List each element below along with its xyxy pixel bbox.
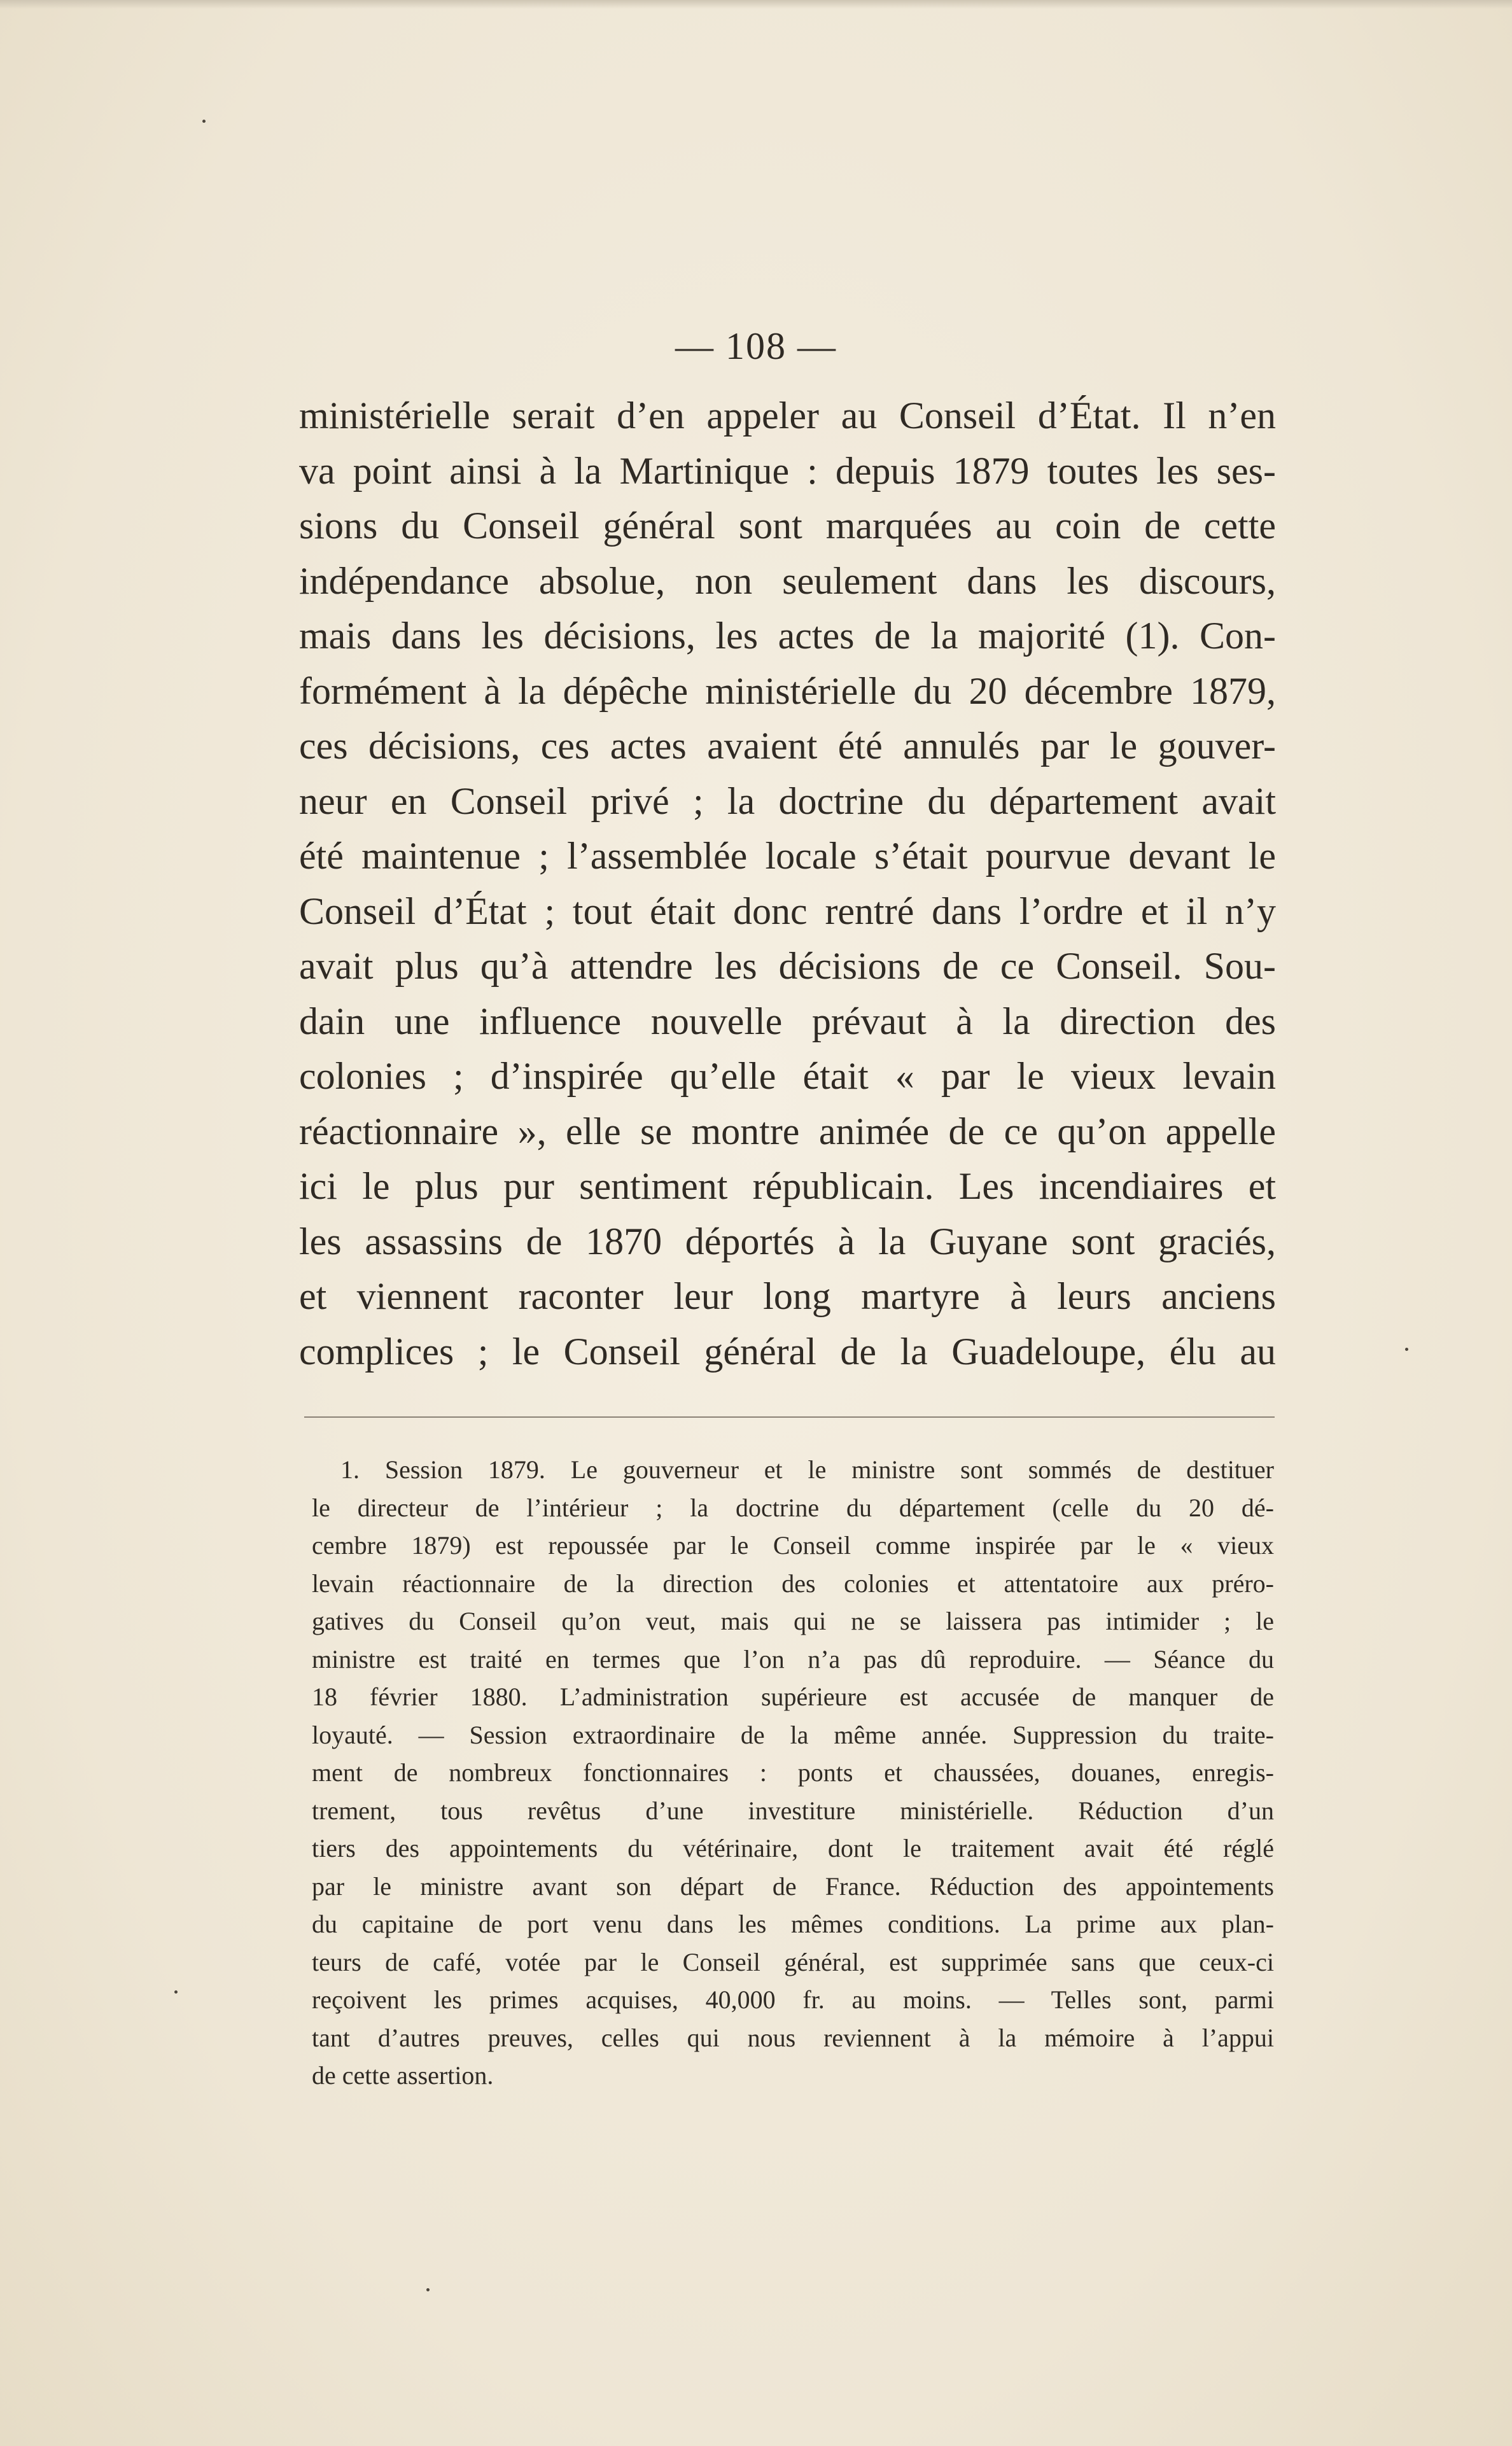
footnote-line: tiers des appointements du vétérinaire, dont le traitement avait été réglé [312, 1834, 1274, 1862]
body-line: réactionnaire », elle se montre animée de ce qu’on appelle [299, 1110, 1276, 1152]
body-line: ces décisions, ces actes avaient été annulés par le gouver- [299, 725, 1276, 767]
footnote-line: teurs de café, votée par le Conseil général, est supprimée sans que ceux-ci [312, 1947, 1274, 1976]
footnote-line: du capitaine de port venu dans les mêmes conditions. La prime aux plan- [312, 1910, 1274, 1938]
paper-speck [202, 120, 206, 123]
page-top-edge [0, 0, 1512, 9]
footnote-line: 1. Session 1879. Le gouverneur et le ministre sont sommés de destituer [340, 1455, 1274, 1484]
footnote [312, 1451, 1274, 2095]
footnote-line: par le ministre avant son départ de France. Réduction des appointements [312, 1871, 1274, 1901]
footnote-line: ministre est traité en termes que l’on n’a pas dû reproduire. — Séance du [312, 1644, 1274, 1674]
body-line: ici le plus pur sentiment républicain. Les incendiaires et [299, 1165, 1276, 1207]
footnote-line: le directeur de l’intérieur ; la doctrine du département (celle du 20 dé- [312, 1493, 1274, 1522]
body-line: indépendance absolue, non seulement dans les discours, [299, 559, 1276, 602]
body-line: sions du Conseil général sont marquées au coin de cette [299, 505, 1276, 547]
paper-speck [1405, 1348, 1408, 1351]
body-line: avait plus qu’à attendre les décisions de ce Conseil. Sou- [299, 945, 1276, 987]
footnote-line: ment de nombreux fonctionnaires : ponts et chaussées, douanes, enregis- [312, 1758, 1274, 1787]
footnote-line: levain réactionnaire de la direction des colonies et attentatoire aux préro- [312, 1569, 1274, 1598]
footnote-line: loyauté. — Session extraordinaire de la même année. Suppression du traite- [312, 1720, 1274, 1749]
body-text [299, 388, 1276, 1379]
footnote-line: tant d’autres preuves, celles qui nous reviennent à la mémoire à l’appui [312, 2023, 1274, 2052]
body-line: été maintenue ; l’assemblée locale s’était pourvue devant le [299, 835, 1276, 877]
footnote-line: 18 février 1880. L’administration supérieure est accusée de manquer de [312, 1682, 1274, 1711]
body-line: Conseil d’État ; tout était donc rentré dans l’ordre et il n’y [299, 890, 1276, 932]
footnote-line: reçoivent les primes acquises, 40,000 fr. au moins. — Telles sont, parmi [312, 1985, 1274, 2014]
body-line: colonies ; d’inspirée qu’elle était « par le vieux levain [299, 1055, 1276, 1097]
page-number: — 108 — [675, 325, 837, 367]
paper-speck [174, 1990, 178, 1994]
body-line: mais dans les décisions, les actes de la majorité (1). Con- [299, 615, 1276, 657]
body-line: formément à la dépêche ministérielle du 20 décembre 1879, [299, 669, 1276, 712]
footnote-line: gatives du Conseil qu’on veut, mais qui ne se laissera pas intimider ; le [312, 1607, 1274, 1635]
body-line: va point ainsi à la Martinique : depuis 1879 toutes les ses- [299, 449, 1276, 492]
footnote-line: cembre 1879) est repoussée par le Conseil comme inspirée par le « vieux [312, 1531, 1274, 1560]
body-line: neur en Conseil privé ; la doctrine du département avait [299, 779, 1276, 822]
body-line: et viennent raconter leur long martyre à leurs anciens [299, 1275, 1276, 1317]
body-line: les assassins de 1870 déportés à la Guyane sont graciés, [299, 1220, 1276, 1262]
footnote-line: de cette assertion. [312, 2061, 494, 2090]
footnote-separator [304, 1416, 1275, 1418]
paper-speck [426, 2288, 430, 2291]
body-line: ministérielle serait d’en appeler au Conseil d’État. Il n’en [299, 395, 1276, 437]
body-line: complices ; le Conseil général de la Guadeloupe, élu au [299, 1330, 1276, 1373]
body-line: dain une influence nouvelle prévaut à la direction des [299, 1000, 1276, 1042]
footnote-line: trement, tous revêtus d’une investiture ministérielle. Réduction d’un [312, 1796, 1274, 1825]
